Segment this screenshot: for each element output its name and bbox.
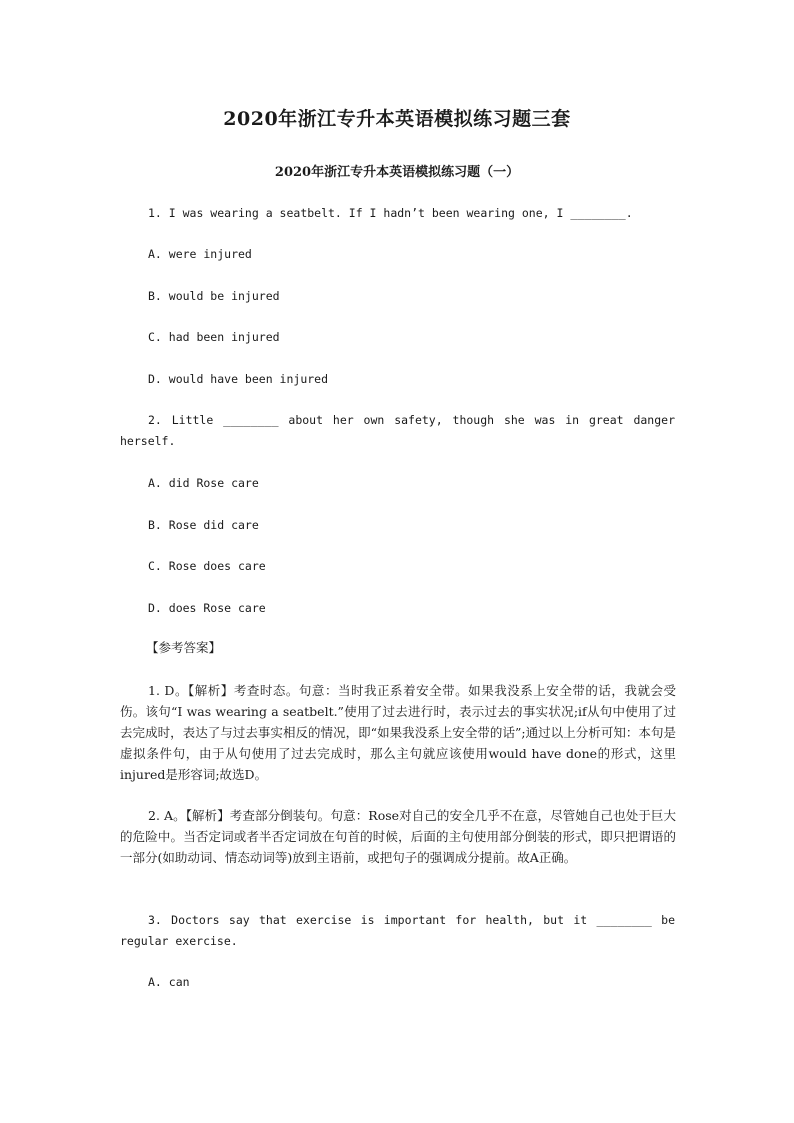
question-1-option-b: B. would be injured [148,289,280,303]
question-1-option-a: A. were injured [148,247,252,261]
question-1-stem: 1. I was wearing a seatbelt. If I hadn’t been wearing one, I ________. [148,206,633,220]
question-1-option-c: C. had been injured [148,330,280,344]
question-2-option-c: C. Rose does care [148,559,266,573]
question-1-option-d: D. would have been injured [148,372,329,386]
answer-1-explanation: 1. D。【解析】考查时态。句意：当时我正系着安全带。如果我没系上安全带的话，我就会受伤。该句“I was wearing a seatbelt.”使用了过去进行时，表示过去的事实状况;if从句中使用了过去完成时，表达了与过去事实相反的情况，即“如果我没系上安全带的话”;通过以上分析可知：本句是虚拟条件句，由于从句使用了过去完成时，那么主句就应该使用would have done的形式，这里injured是形容词;故选D。 [120,683,676,782]
question-2-option-b: B. Rose did care [148,518,259,532]
question-3-option-a: A. can [148,975,190,989]
document-title: 2020年浙江专升本英语模拟练习题三套 [223,108,571,130]
answer-heading: 【参考答案】 [146,640,222,655]
question-2-option-a: A. did Rose care [148,476,259,490]
question-2-option-d: D. does Rose care [148,601,266,615]
question-2-stem: 2. Little ________ about her own safety, though she was in great danger herself. [120,413,675,448]
document-subtitle: 2020年浙江专升本英语模拟练习题（一） [274,165,520,180]
question-3-stem: 3. Doctors say that exercise is important for health, but it ________ be regular exercise. [120,913,675,948]
answer-2-explanation: 2. A。【解析】考查部分倒装句。句意：Rose对自己的安全几乎不在意，尽管她自己也处于巨大的危险中。当否定词或者半否定词放在句首的时候，后面的主句使用部分倒装的形式，即只把谓语的一部分(如助动词、情态动词等)放到主语前，或把句子的强调成分提前。故A正确。 [120,808,676,865]
